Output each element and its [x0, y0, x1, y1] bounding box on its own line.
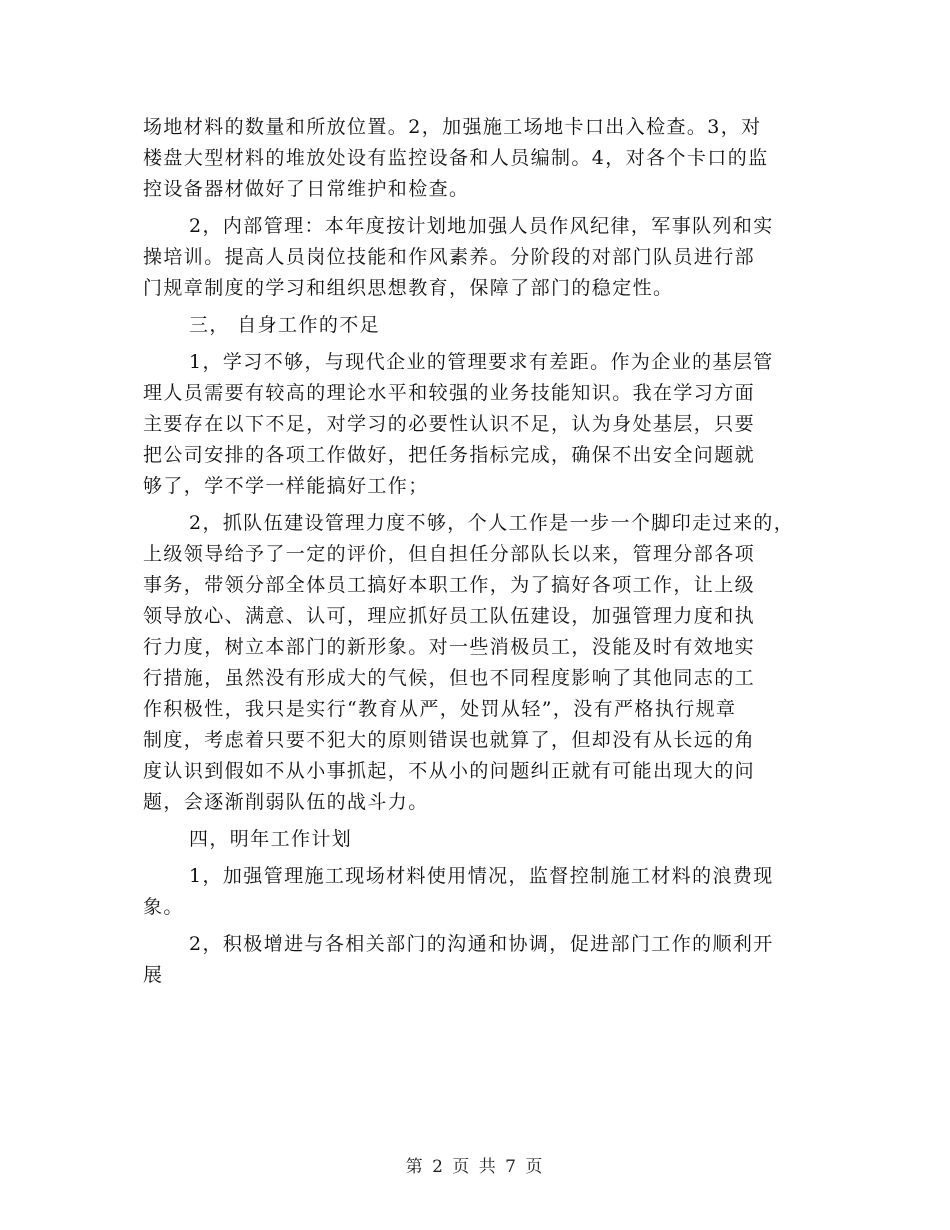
text-line: 场地材料的数量和所放位置。2，加强施工场地卡口出入检查。3，对 [143, 116, 762, 138]
text-line: 操培训。提高人员岗位技能和作风素养。分阶段的对部门队员进行部 [143, 246, 756, 268]
text-line: 2，积极增进与各相关部门的沟通和协调，促进部门工作的顺利开 [189, 933, 774, 955]
text-line: 制度，考虑着只要不犯大的原则错误也就算了，但却没有从长远的角 [143, 729, 756, 751]
document-body [143, 112, 823, 991]
text-line: 题，会逐渐削弱队伍的战斗力。 [143, 791, 429, 813]
text-line: 展 [143, 964, 164, 986]
text-line: 作积极性，我只是实行“教育从严，处罚从轻”，没有严格执行规章 [143, 698, 737, 720]
text-line: 2，抓队伍建设管理力度不够，个人工作是一步一个脚印走过来的， [189, 512, 795, 534]
text-line: 行力度，树立本部门的新形象。对一些消极员工，没能及时有效地实 [143, 636, 756, 658]
text-line: 上级领导给予了一定的评价，但自担任分部队长以来，管理分部各项 [143, 543, 756, 565]
text-line: 把公司安排的各项工作做好，把任务指标完成，确保不出安全问题就 [143, 444, 756, 466]
text-line: 够了，学不学一样能搞好工作； [143, 475, 429, 497]
text-line: 领导放心、满意、认可，理应抓好员工队伍建设，加强管理力度和执 [143, 605, 756, 627]
text-line: 主要存在以下不足，对学习的必要性认识不足，认为身处基层，只要 [143, 413, 756, 435]
text-line: 控设备器材做好了日常维护和检查。 [143, 178, 470, 200]
text-line: 度认识到假如不从小事抓起，不从小的问题纠正就有可能出现大的问 [143, 760, 756, 782]
text-line: 行措施，虽然没有形成大的气候，但也不同程度影响了其他同志的工 [143, 667, 756, 689]
text-line: 事务，带领分部全体员工搞好本职工作，为了搞好各项工作，让上级 [143, 574, 756, 596]
text-line: 理人员需要有较高的理论水平和较强的业务技能知识。我在学习方面 [143, 382, 756, 404]
text-line: 楼盘大型材料的堆放处设有监控设备和人员编制。4，对各个卡口的监 [143, 147, 769, 169]
text-line: 2，内部管理：本年度按计划地加强人员作风纪律，军事队列和实 [189, 215, 774, 237]
section-heading: 三， 自身工作的不足 [189, 314, 381, 336]
text-line: 1，加强管理施工现场材料使用情况，监督控制施工材料的浪费现 [189, 865, 774, 887]
text-line: 1，学习不够，与现代企业的管理要求有差距。作为企业的基层管 [189, 351, 774, 373]
text-line: 象。 [143, 896, 184, 918]
text-line: 门规章制度的学习和组织思想教育，保障了部门的稳定性。 [143, 277, 674, 299]
page-footer: 第 2 页 共 7 页 [405, 1157, 545, 1177]
section-heading: 四，明年工作计划 [189, 828, 353, 850]
